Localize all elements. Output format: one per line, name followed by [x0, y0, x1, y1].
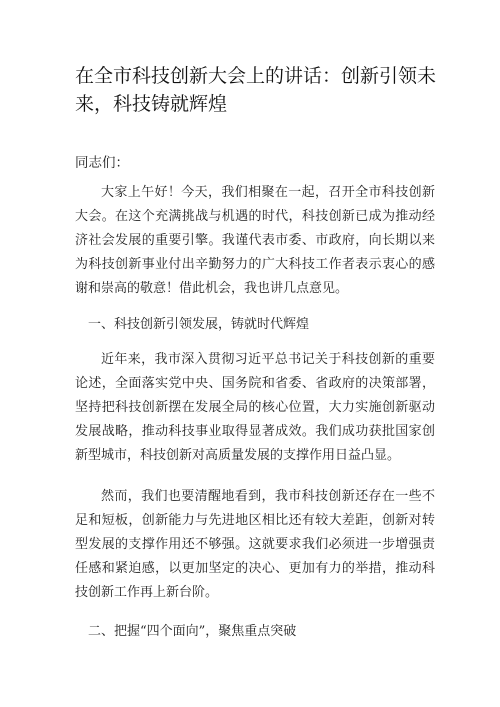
document-title: 在全市科技创新大会上的讲话：创新引领未来，科技铸就辉煌 [75, 65, 437, 115]
section-heading-1: 一、科技创新引领发展，铸就时代辉煌 [88, 317, 310, 332]
section-heading-2: 二、把握“四个面向”，聚焦重点突破 [88, 624, 297, 639]
greeting: 同志们： [75, 155, 129, 171]
paragraph-shortcomings: 然而，我们也要清醒地看到，我市科技创新还存在一些不足和短板，创新能力与先进地区相比还有较大差距，创新对转型发展的支撑作用还不够强。这就要求我们必须进一步增强责任感和紧迫感，以更加坚定的决心、更加有力的举措，推动科技创新工作再上新台阶。 [75, 489, 435, 600]
paragraph-opening: 大家上午好！今天，我们相聚在一起，召开全市科技创新大会。在这个充满挑战与机遇的时代，科技创新已成为推动经济社会发展的重要引擎。我谨代表市委、市政府，向长期以来为科技创新事业付出辛勤努力的广大科技工作者表示衷心的感谢和崇高的敬意！借此机会，我也讲几点意见。 [75, 185, 435, 296]
paragraph-achievements: 近年来，我市深入贯彻习近平总书记关于科技创新的重要论述，全面落实党中央、国务院和省委、省政府的决策部署，坚持把科技创新摆在发展全局的核心位置，大力实施创新驱动发展战略，推动科技事业取得显著成效。我们成功获批国家创新型城市，科技创新对高质量发展的支撑作用日益凸显。 [75, 352, 435, 463]
